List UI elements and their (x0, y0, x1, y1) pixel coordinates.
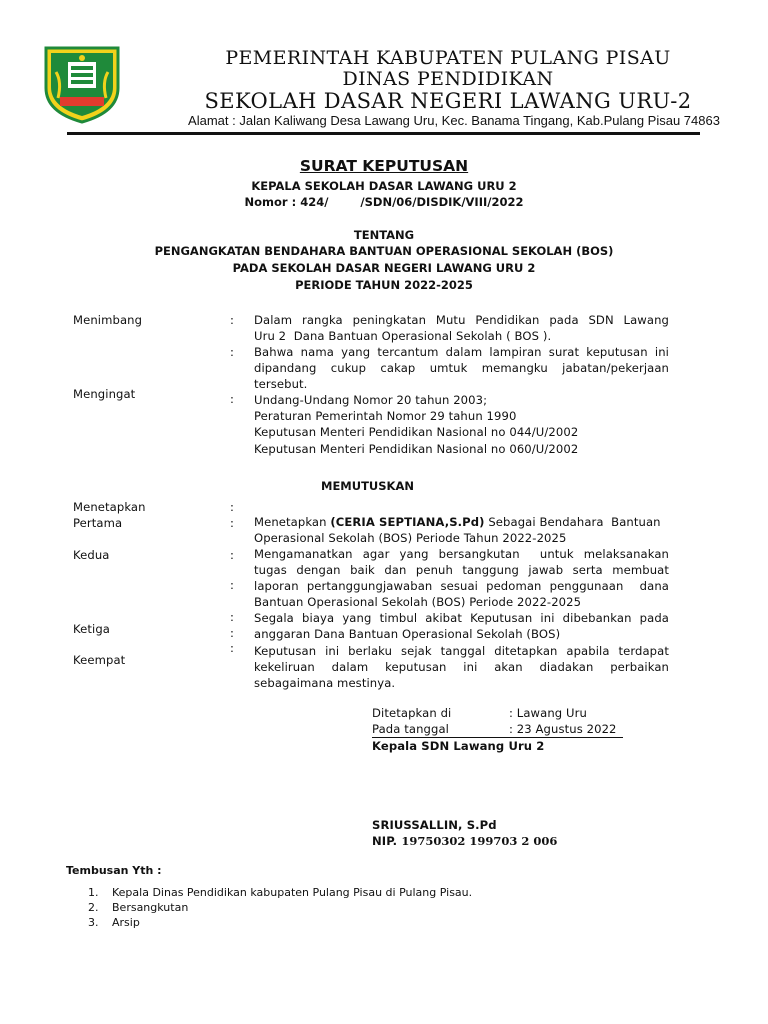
remembering-label: Mengingat (73, 387, 136, 401)
copies-item-text: Kepala Dinas Pendidikan kabupaten Pulang Pisau di Pulang Pisau. (112, 886, 473, 899)
second-line2: tugas dengan baik dan penuh tanggung jawab serta membuat (254, 563, 669, 577)
remembering-line3: Keputusan Menteri Pendidikan Nasional no 044/U/2002 (254, 425, 579, 439)
subject-line-3: PERIODE TAHUN 2022-2025 (295, 278, 473, 292)
signer-position: Kepala SDN Lawang Uru 2 (372, 739, 545, 753)
second-colon: : (230, 548, 235, 562)
considering-p1-line1: Dalam rangka peningkatan Mutu Pendidikan pada SDN Lawang (254, 313, 669, 327)
considering-colon-2: : (230, 345, 235, 359)
date-label: Pada tanggal (372, 722, 449, 736)
third-line1: Segala biaya yang timbul akibat Keputusan ini dibebankan pada (254, 611, 669, 625)
subject-line-1: PENGANGKATAN BENDAHARA BANTUAN OPERASIONAL SEKOLAH (BOS) (154, 244, 614, 258)
copies-item-number: 3. (88, 916, 99, 929)
first-suffix: Sebagai Bendahara Bantuan (484, 515, 661, 529)
copies-heading: Tembusan Yth : (66, 864, 162, 877)
copies-item-number: 1. (88, 886, 99, 899)
header-government: PEMERINTAH KABUPATEN PULANG PISAU (225, 47, 671, 69)
document-number: Nomor : 424/ /SDN/06/DISDIK/VIII/2022 (244, 195, 524, 209)
copies-item-text: Bersangkutan (112, 901, 189, 914)
considering-p2-line2: dipandang cukup cakap umtuk memangku jabatan/pekerjaan (254, 361, 669, 375)
header-department: DINAS PENDIDIKAN (342, 68, 554, 90)
considering-p2-line3: tersebut. (254, 377, 308, 391)
considering-p1-line2: Uru 2 Dana Bantuan Operasional Sekolah ( BOS ). (254, 329, 552, 343)
third-colon-1: : (230, 610, 235, 624)
signer-nip (372, 834, 557, 848)
establish-colon: : (230, 500, 235, 514)
remembering-line2: Peraturan Pemerintah Nomor 29 tahun 1990 (254, 409, 517, 423)
treasurer-name: (CERIA SEPTIANA,S.Pd) (330, 515, 485, 529)
remembering-line4: Keputusan Menteri Pendidikan Nasional no 060/U/2002 (254, 442, 579, 456)
header-address: Alamat : Jalan Kaliwang Desa Lawang Uru, Kec. Banama Tingang, Kab.Pulang Pisau 74863 (188, 113, 720, 128)
first-line2: Operasional Sekolah (BOS) Periode Tahun 2022-2025 (254, 531, 567, 545)
establish-label: Menetapkan (73, 500, 146, 514)
second-label: Kedua (73, 548, 110, 562)
third-colon-2: : (230, 626, 235, 640)
nip-value: 19750302 199703 2 006 (401, 834, 558, 848)
document-issuer: KEPALA SEKOLAH DASAR LAWANG URU 2 (251, 179, 517, 193)
about-heading: TENTANG (353, 228, 415, 242)
considering-colon-1: : (230, 313, 235, 327)
remembering-line1: Undang-Undang Nomor 20 tahun 2003; (254, 393, 488, 407)
second-line1: Mengamanatkan agar yang bersangkutan untuk melaksanakan (254, 547, 669, 561)
considering-label: Menimbang (73, 313, 143, 327)
second-line3: laporan pertanggungjawaban sesuai pedoman penggunaan dana (254, 579, 669, 593)
second-line4: Bantuan Operasional Sekolah (BOS) Periode 2022-2025 (254, 595, 582, 609)
date-value: : 23 Agustus 2022 (509, 722, 617, 736)
header-divider (67, 132, 700, 135)
decides-heading: MEMUTUSKAN (321, 479, 414, 493)
first-line1 (254, 515, 669, 529)
fourth-line2: kekeliruan dalam keputusan ini akan diadakan perbaikan (254, 660, 669, 674)
second-colon-2: : (230, 578, 235, 592)
fourth-line1: Keputusan ini berlaku sejak tanggal ditetapkan apabila terdapat (254, 644, 669, 658)
remembering-colon: : (230, 392, 235, 406)
header-school-name: SEKOLAH DASAR NEGERI LAWANG URU-2 (204, 89, 692, 113)
fourth-line3: sebagaimana mestinya. (254, 676, 396, 690)
fourth-label: Keempat (73, 653, 126, 667)
copies-item-1 (88, 886, 472, 899)
place-value: : Lawang Uru (509, 706, 587, 720)
document-title: SURAT KEPUTUSAN (299, 157, 469, 175)
first-label: Pertama (73, 516, 123, 530)
considering-p2-line1: Bahwa nama yang tercantum dalam lampiran surat keputusan ini (254, 345, 669, 359)
third-line2: anggaran Dana Bantuan Operasional Sekolah (BOS) (254, 627, 561, 641)
copies-item-3 (88, 916, 140, 929)
third-label: Ketiga (73, 622, 110, 636)
fourth-colon: : (230, 641, 235, 655)
first-colon: : (230, 516, 235, 530)
copies-item-2 (88, 901, 188, 914)
place-label: Ditetapkan di (372, 706, 452, 720)
subject-line-2: PADA SEKOLAH DASAR NEGERI LAWANG URU 2 (232, 261, 536, 275)
copies-item-text: Arsip (112, 916, 140, 929)
first-prefix: Menetapkan (254, 515, 331, 529)
signer-name: SRIUSSALLIN, S.Pd (372, 818, 497, 832)
nip-label: NIP. (372, 834, 402, 848)
copies-item-number: 2. (88, 901, 99, 914)
